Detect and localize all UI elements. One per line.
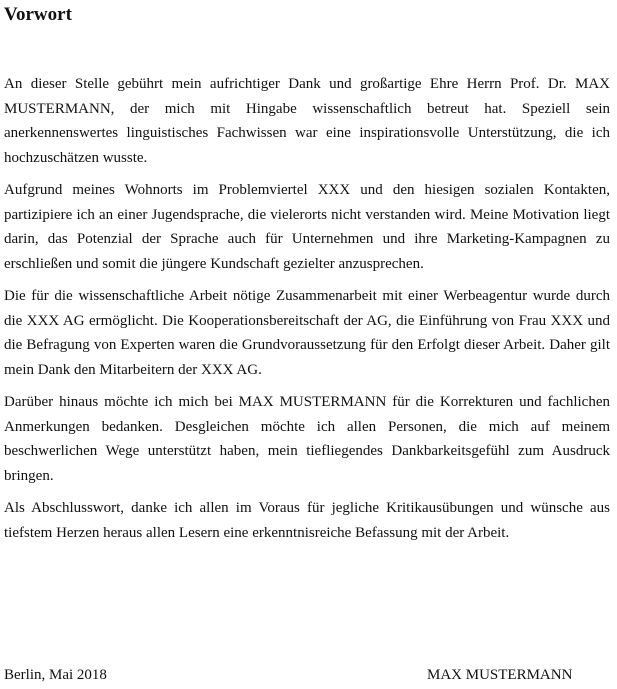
paragraph-2: Aufgrund meines Wohnorts im Problemviertel XXX und den hiesigen sozialen Kontakten, partizipiere ich an einer Jugendsprache, die vielerorts nicht verstanden wird. Meine Motivation liegt darin, das Potenzial der Sprache auch für Unternehmen und ihre Marketing-Kampagnen zu erschließen und somit die jüngere Kundschaft gezielter anzusprechen. [4,182,610,272]
author-name: MAX MUSTERMANN [427,667,573,683]
place-date: Berlin, Mai 2018 [4,667,107,683]
paragraph-5: Als Abschlusswort, danke ich allen im Voraus für jegliche Kritikausübungen und wünsche aus tiefstem Herzen heraus allen Lesern eine erkenntnisreiche Befassung mit der Arbeit. [4,500,610,541]
page-title: Vorwort [4,4,72,25]
signature-line [4,663,610,687]
paragraph-1: An dieser Stelle gebührt mein aufrichtiger Dank und großartige Ehre Herrn Prof. Dr. MAX MUSTERMANN, der mich mit Hingabe wissenschaftlich betreut hat. Speziell sein anerkennenswertes linguistisches Fachwissen war eine inspirationsvolle Unterstützung, die ich hochzuschätzen wusste. [4,76,610,166]
paragraph-3: Die für die wissenschaftliche Arbeit nötige Zusammenarbeit mit einer Werbeagentur wurde durch die XXX AG ermöglicht. Die Kooperationsbereitschaft der AG, die Einführung von Frau XXX und die Befragung von Experten waren die Grundvoraussetzung für den Erfolgt dieser Arbeit. Daher gilt mein Dank den Mitarbeitern der XXX AG. [4,288,610,378]
paragraph-4: Darüber hinaus möchte ich mich bei MAX MUSTERMANN für die Korrekturen und fachlichen Anmerkungen bedanken. Desgleichen möchte ich allen Personen, die mich auf meinem beschwerlichen Wege unterstützt haben, mein tiefliegendes Dankbarkeitsgefühl zum Ausdruck bringen. [4,394,610,484]
document-body [4,72,610,553]
